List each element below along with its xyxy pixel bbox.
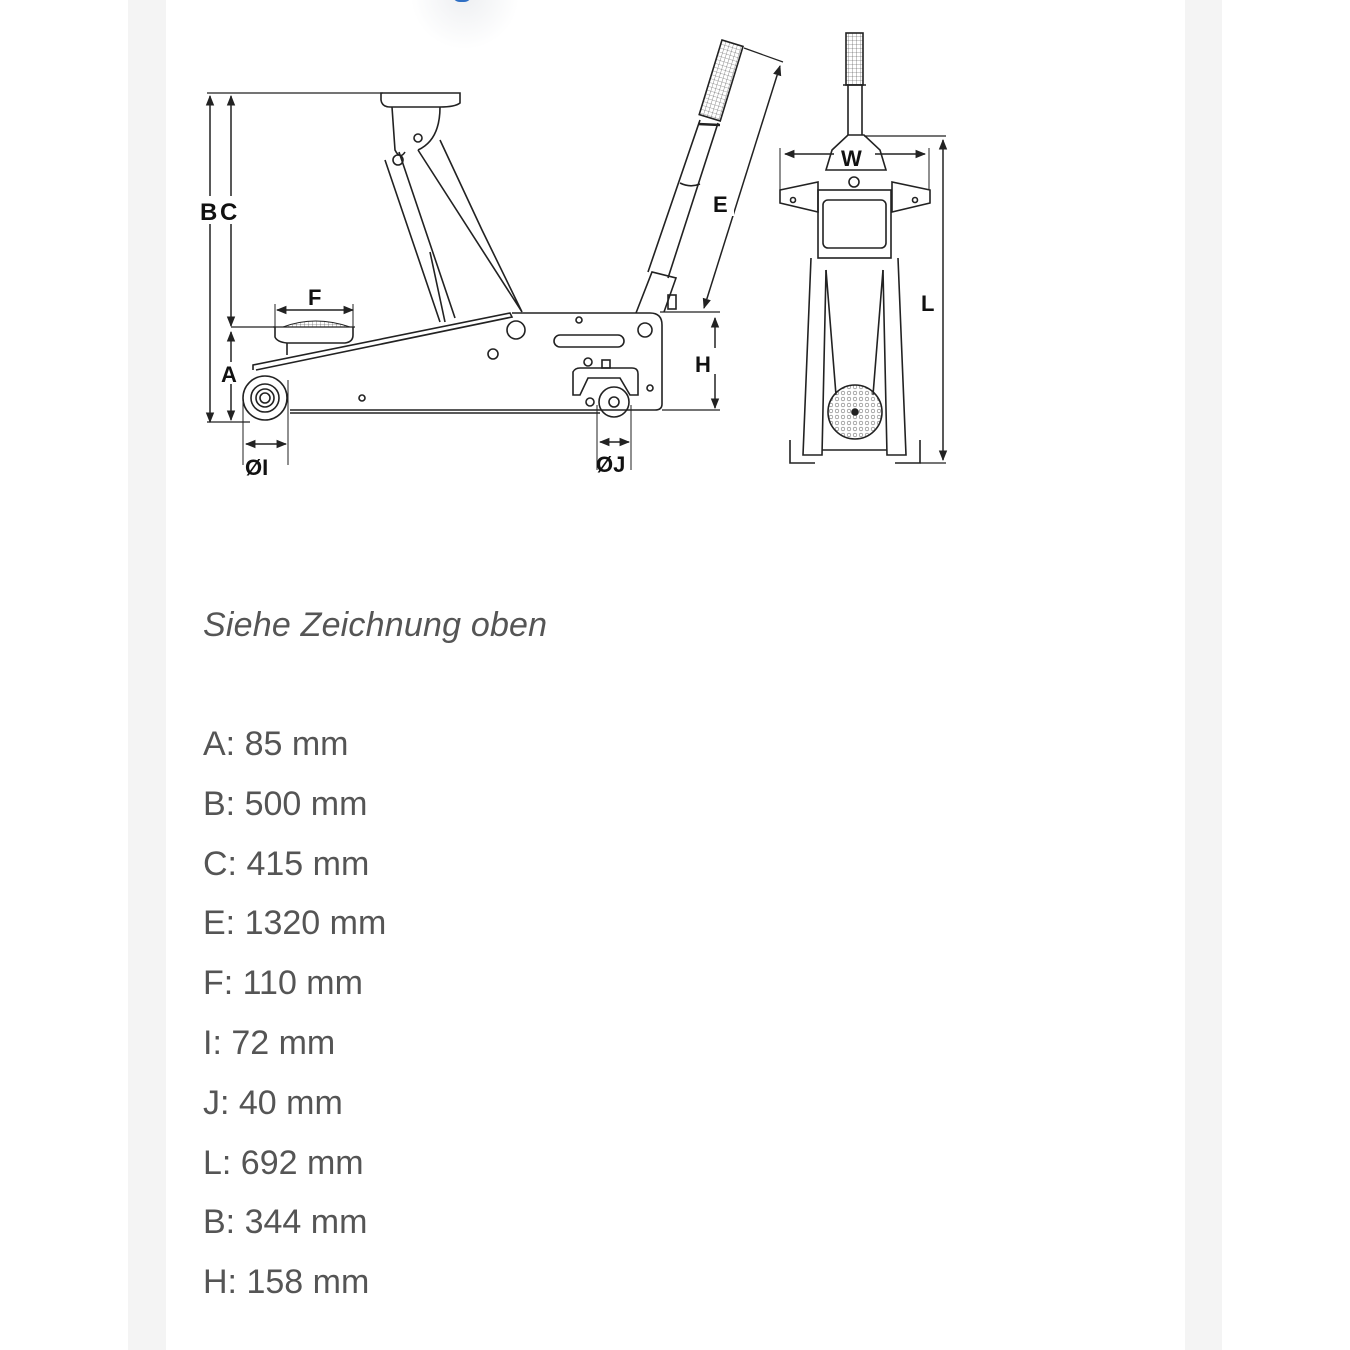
spec-item: B: 344 mm [203,1203,368,1242]
spec-item: L: 692 mm [203,1143,364,1182]
label-w: W [841,146,862,171]
label-a: A [221,362,237,387]
label-c: C [220,199,238,226]
label-f: F [308,285,322,310]
label-b: B [200,199,218,226]
spec-item: B: 500 mm [203,784,368,823]
spec-item: C: 415 mm [203,844,370,883]
side-view [198,40,783,470]
label-j: ØJ [596,452,626,477]
floor-jack-dimension-drawing [190,25,990,485]
drawing-caption: Siehe Zeichnung oben [203,606,548,644]
spec-item: A: 85 mm [203,725,349,763]
spec-item: J: 40 mm [203,1083,343,1122]
front-view [780,33,946,463]
page-margin-left [128,0,166,1350]
label-i: ØI [245,455,269,480]
spec-item: E: 1320 mm [203,904,387,943]
label-e: E [713,192,728,217]
dimension-spec-list [203,722,386,1320]
spec-item: F: 110 mm [203,964,363,1003]
label-l: L [921,291,935,316]
label-h: H [695,352,711,377]
spec-item: I: 72 mm [203,1023,336,1062]
page-margin-right [1185,0,1222,1350]
spec-item: H: 158 mm [203,1263,370,1302]
